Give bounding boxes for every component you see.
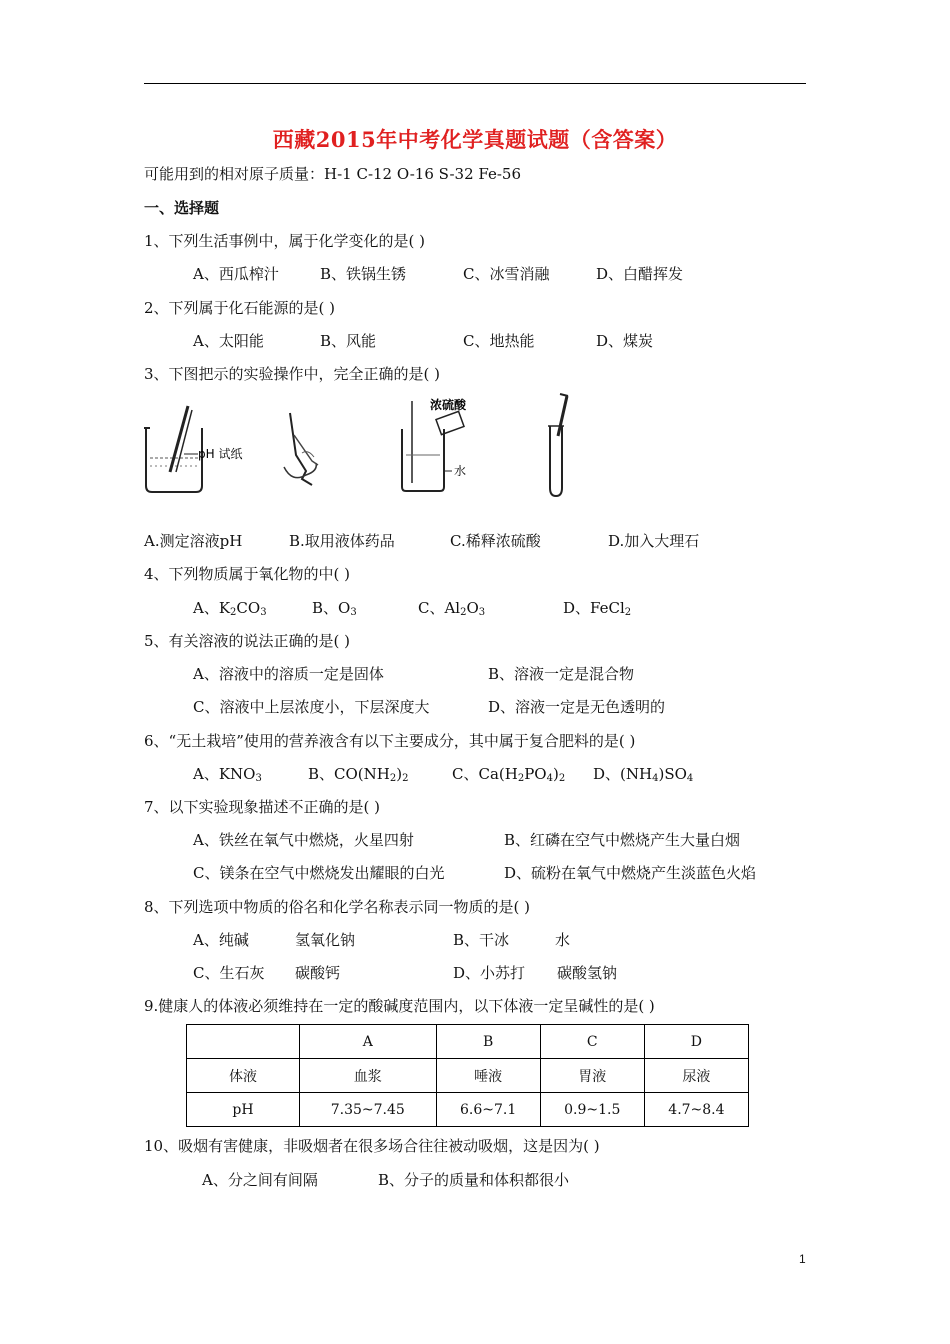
q4-option-c: C、$Al_2O_3$ [418, 599, 486, 618]
figure-add-marble [540, 392, 580, 500]
q2-option-b: B、风能 [320, 332, 377, 350]
figure-pour-liquid [272, 405, 332, 495]
q4-option-b: B、$O_3$ [312, 599, 357, 618]
q6-option-d: D、$(NH_4)SO_4$ [593, 765, 694, 784]
q2-option-d: D、煤炭 [596, 332, 654, 350]
table-row [187, 1059, 749, 1093]
table-cell: 尿液 [644, 1059, 748, 1093]
question-5: 5、有关溶液的说法正确的是( ) [144, 632, 351, 650]
table-cell: pH [187, 1093, 300, 1127]
q1-option-a: A、西瓜榨汁 [193, 265, 279, 283]
ph-paper-label: pH 试纸 [198, 447, 243, 461]
q5-option-a: A、溶液中的溶质一定是固体 [193, 665, 384, 683]
table-cell: A [300, 1025, 437, 1059]
q5-option-b: B、溶液一定是混合物 [488, 665, 635, 683]
ph-table [186, 1024, 749, 1127]
acid-label: 浓硫酸 [430, 398, 467, 412]
q7-option-a: A、铁丝在氧气中燃烧，火星四射 [193, 831, 414, 849]
question-6: 6、“无土栽培”使用的营养液含有以下主要成分，其中属于复合肥料的是( ) [144, 732, 636, 750]
water-label: 水 [454, 464, 467, 478]
question-2: 2、下列属于化石能源的是( ) [144, 299, 336, 317]
q3-option-d: D.加入大理石 [608, 532, 700, 550]
q1-option-b: B、铁锅生锈 [320, 265, 407, 283]
q8-option-c: C、生石灰 [193, 964, 265, 982]
question-9: 9.健康人的体液必须维持在一定的酸碱度范围内，以下体液一定呈碱性的是( ) [144, 997, 655, 1015]
q8-option-a: A、纯碱 [193, 931, 249, 949]
table-cell: B [436, 1025, 540, 1059]
q6-option-c: C、$Ca(H_2PO_4)_2$ [452, 765, 566, 784]
table-cell: 0.9~1.5 [540, 1093, 644, 1127]
q4-option-d: D、FeCl$_2$ [563, 599, 632, 618]
table-cell: C [540, 1025, 644, 1059]
q2-option-c: C、地热能 [463, 332, 535, 350]
table-cell: 血浆 [300, 1059, 437, 1093]
question-4: 4、下列物质属于氧化物的中( ) [144, 565, 351, 583]
q7-option-b: B、红磷在空气中燃烧产生大量白烟 [504, 831, 741, 849]
q6-option-a: A、$KNO_3$ [193, 765, 262, 784]
question-7: 7、以下实验现象描述不正确的是( ) [144, 798, 381, 816]
q8-option-c-name: 碳酸钙 [295, 964, 341, 982]
q10-option-b: B、分子的质量和体积都很小 [378, 1171, 570, 1189]
q3-option-a: A.测定溶液pH [144, 532, 243, 550]
figure-dilute-acid [398, 395, 508, 500]
q6-option-b: B、$CO(NH_2)_2$ [308, 765, 409, 784]
table-cell: 7.35~7.45 [300, 1093, 437, 1127]
page-number: 1 [799, 1252, 806, 1266]
q8-option-b: B、干冰 [453, 931, 510, 949]
question-3: 3、下图把示的实验操作中，完全正确的是( ) [144, 365, 441, 383]
q8-option-d-name: 碳酸氢钠 [557, 964, 618, 982]
q4-option-a: A、$K_2CO_3$ [193, 599, 267, 618]
question-10: 10、吸烟有害健康，非吸烟者在很多场合往往被动吸烟，这是因为( ) [144, 1137, 600, 1155]
table-row [187, 1093, 749, 1127]
q3-option-c: C.稀释浓硫酸 [450, 532, 541, 550]
atomic-mass-note: 可能用到的相对原子质量：H-1 C-12 O-16 S-32 Fe-56 [144, 165, 522, 183]
q1-option-c: C、冰雪消融 [463, 265, 550, 283]
header-rule [144, 83, 806, 84]
table-cell: D [644, 1025, 748, 1059]
question-1: 1、下列生活事例中，属于化学变化的是( ) [144, 232, 426, 250]
table-cell: 6.6~7.1 [436, 1093, 540, 1127]
q5-option-d: D、溶液一定是无色透明的 [488, 698, 666, 716]
q8-option-a-name: 氢氧化钠 [295, 931, 356, 949]
q5-option-c: C、溶液中上层浓度小，下层深度大 [193, 698, 430, 716]
q7-option-c: C、镁条在空气中燃烧发出耀眼的白光 [193, 864, 445, 882]
q3-option-b: B.取用液体药品 [289, 532, 395, 550]
page-title: 西藏2015年中考化学真题试题（含答案） [272, 127, 678, 152]
table-cell: 体液 [187, 1059, 300, 1093]
table-row [187, 1025, 749, 1059]
figure-ph-test [140, 398, 250, 498]
q7-option-d: D、硫粉在氧气中燃烧产生淡蓝色火焰 [504, 864, 757, 882]
table-cell [187, 1025, 300, 1059]
table-cell: 胃液 [540, 1059, 644, 1093]
question-8: 8、下列选项中物质的俗名和化学名称表示同一物质的是( ) [144, 898, 531, 916]
q2-option-a: A、太阳能 [193, 332, 264, 350]
q10-option-a: A、分之间有间隔 [202, 1171, 318, 1189]
q1-option-d: D、白醋挥发 [596, 265, 684, 283]
table-cell: 唾液 [436, 1059, 540, 1093]
q8-option-d: D、小苏打 [453, 964, 526, 982]
section-heading: 一、选择题 [144, 199, 220, 217]
q8-option-b-name: 水 [555, 931, 571, 949]
table-cell: 4.7~8.4 [644, 1093, 748, 1127]
